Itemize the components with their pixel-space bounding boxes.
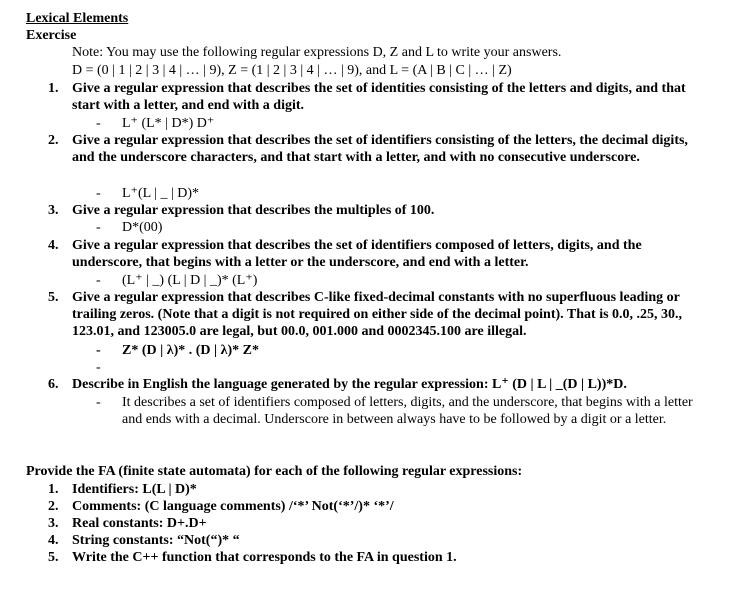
question-number: 4.	[48, 238, 59, 253]
question-number: 6.	[48, 377, 59, 392]
answer-dash: -	[96, 360, 101, 375]
question-text: Give a regular expression that describes C-like fixed-decimal constants with no superfluous leading or trailing zeros. (Note that a digit is not required on either side of the decimal point). That is 0.0, .25, 30., 123.01, and 123005.0 are legal, but 00.0, 001.000 and 0002345.100 are illegal.	[72, 290, 683, 339]
question-number: 2.	[48, 133, 59, 148]
fa-item-text: Write the C++ function that corresponds to the FA in question 1.	[72, 550, 457, 565]
answer-text: It describes a set of identifiers composed of letters, digits, and the underscore, that begins with a letter and ends with a decimal. Underscore in between always have to be followed by a digit or a letter.	[122, 395, 693, 427]
fa-item-number: 2.	[48, 499, 59, 514]
question-text: Give a regular expression that describes the set of identifiers consisting of the letters, the decimal digits, and the underscore characters, and that start with a letter, and with no consecutive underscore.	[72, 133, 688, 165]
answer-text: D*(00)	[122, 220, 163, 235]
fa-item-text: Real constants: D+.D+	[72, 516, 207, 531]
exercise-heading: Exercise	[26, 28, 77, 43]
question-text: Give a regular expression that describes the multiples of 100.	[72, 203, 435, 218]
question-text: Give a regular expression that describes the set of identifiers composed of letters, digits, and the underscore, that begins with a letter or the underscore, and end with a letter.	[72, 238, 642, 270]
fa-item-text: Comments: (C language comments) /‘*’ Not(‘*’/)* ‘*’/	[72, 499, 394, 514]
answer-text: L⁺(L | _ | D)*	[122, 186, 200, 201]
answer-text: (L⁺ | _) (L | D | _)* (L⁺)	[122, 273, 258, 288]
answer-dash: -	[96, 343, 101, 358]
fa-item-text: Identifiers: L(L | D)*	[72, 482, 197, 497]
question-number: 5.	[48, 290, 59, 305]
question-text: Give a regular expression that describes the set of identities consisting of the letters and digits, and that start with a letter, and end with a digit.	[72, 81, 686, 113]
answer-dash: -	[96, 395, 101, 410]
question-number: 3.	[48, 203, 59, 218]
page-title: Lexical Elements	[26, 11, 129, 26]
fa-section-heading: Provide the FA (finite state automata) for each of the following regular expressions:	[26, 464, 523, 479]
answer-text: L⁺ (L* | D*) D⁺	[122, 116, 215, 131]
answer-text: Z* (D | λ)* . (D | λ)* Z*	[122, 343, 259, 358]
question-number: 1.	[48, 81, 59, 96]
answer-dash: -	[96, 116, 101, 131]
answer-dash: -	[96, 273, 101, 288]
answer-dash: -	[96, 220, 101, 235]
fa-item-number: 4.	[48, 533, 59, 548]
fa-item-number: 5.	[48, 550, 59, 565]
question-text: Describe in English the language generated by the regular expression: L⁺ (D | L | _(D | L))*D.	[72, 377, 627, 392]
answer-dash: -	[96, 186, 101, 201]
fa-item-number: 1.	[48, 482, 59, 497]
note-line-2: D = (0 | 1 | 2 | 3 | 4 | … | 9), Z = (1 | 2 | 3 | 4 | … | 9), and L = (A | B | C | … | Z)	[72, 63, 512, 78]
note-line-1: Note: You may use the following regular expressions D, Z and L to write your answers.	[72, 45, 562, 60]
fa-item-number: 3.	[48, 516, 59, 531]
fa-item-text: String constants: “Not(“)* “	[72, 533, 240, 548]
